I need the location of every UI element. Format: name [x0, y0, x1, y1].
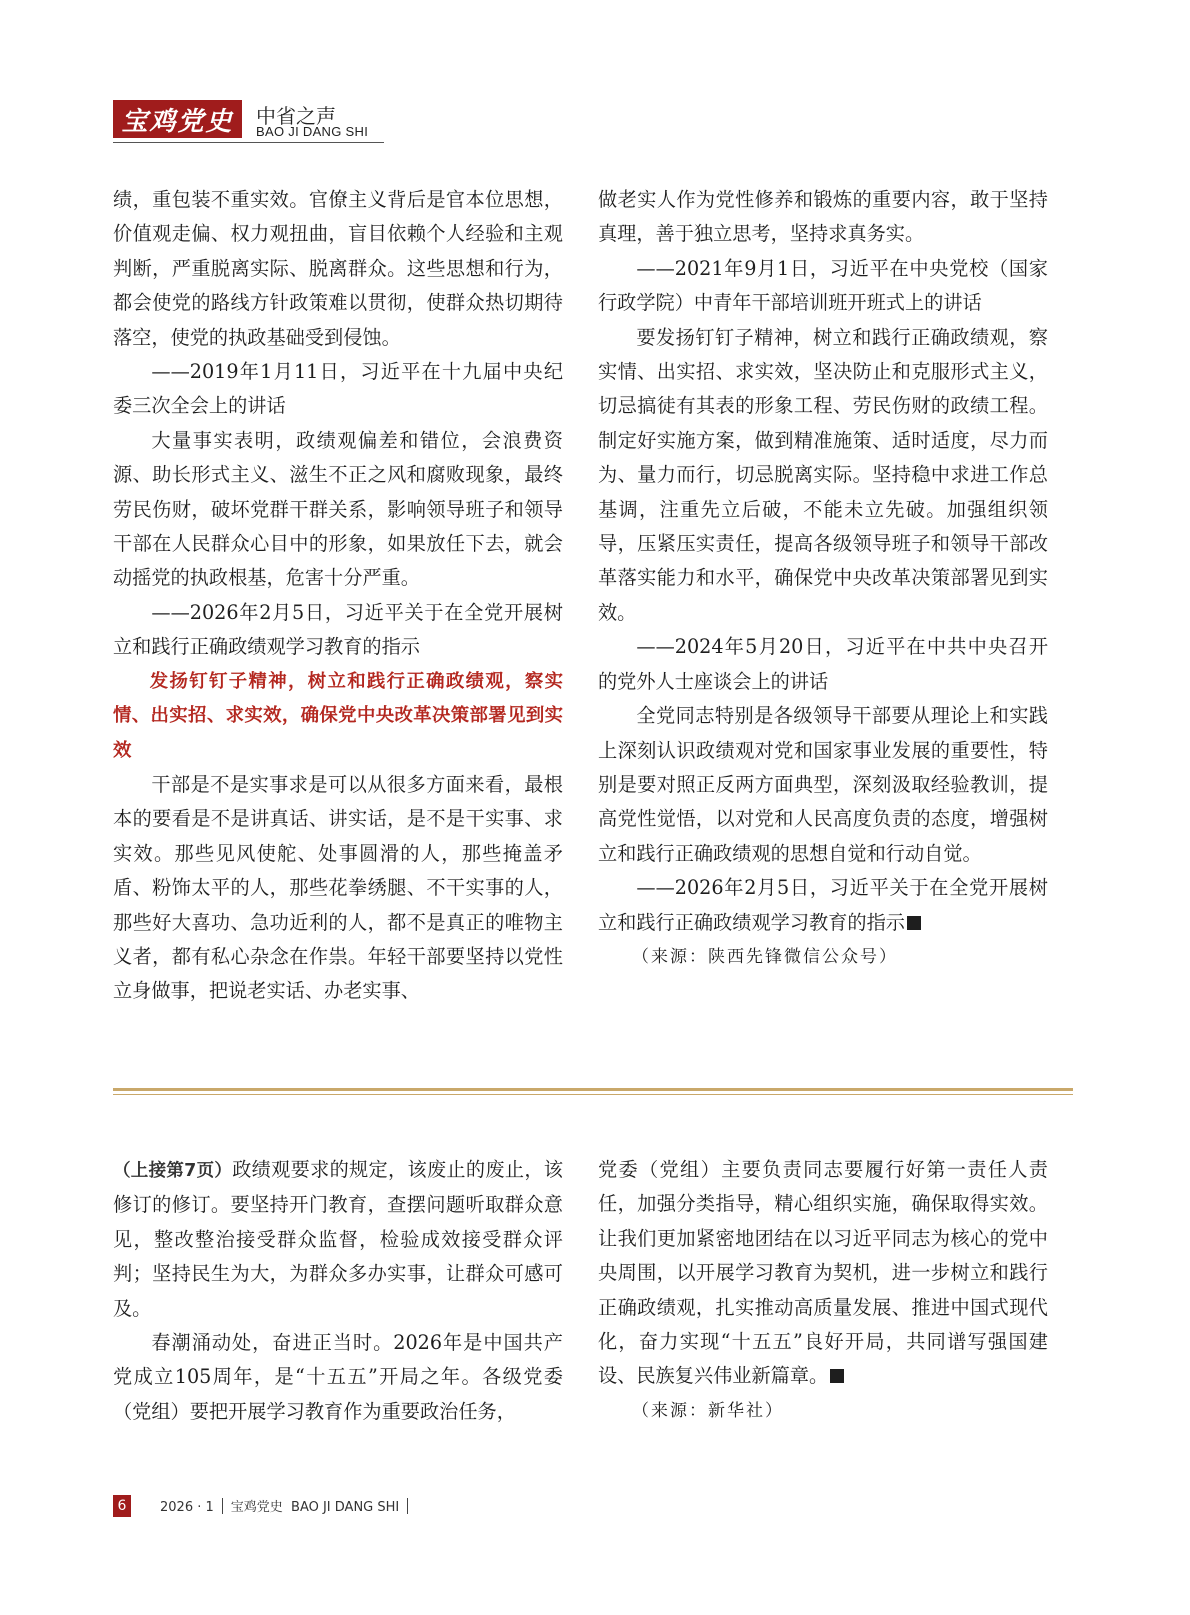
- paragraph: [598, 1153, 1048, 1394]
- magazine-logo: [113, 100, 242, 138]
- continued-left-column: [113, 1153, 563, 1429]
- header-rule: [113, 142, 384, 143]
- paragraph: 绩，重包装不重实效。官僚主义背后是官本位思想，价值观走偏、权力观扭曲，盲目依赖个人经验和主观判断，严重脱离实际、脱离群众。这些思想和行为，都会使党的路线方针政策难以贯彻，使群众热切期待落空，使党的执政基础受到侵蚀。: [113, 188, 563, 349]
- paragraph: 要发扬钉钉子精神，树立和践行正确政绩观，察实情、出实招、求实效，坚决防止和克服形式主义，切忌搞徒有其表的形象工程、劳民伤财的政绩工程。制定好实施方案，做到精准施策、适时适度，尽力而为、量力而行，切忌脱离实际。坚持稳中求进工作总基调，注重先立后破，不能未立先破。加强组织领导，压紧压实责任，提高各级领导班子和领导干部改革落实能力和水平，确保党中央改革决策部署见到实效。: [598, 325, 1048, 624]
- footer-info: [160, 1496, 416, 1515]
- paragraph-text: 党委（党组）主要负责同志要履行好第一责任人责任，加强分类指导，精心组织实施，确保取得实效。让我们更加紧密地团结在以习近平同志为核心的党中央周围，以开展学习教育为契机，进一步树立和践行正确政绩观，扎实推动高质量发展、推进中国式现代化，奋力实现“十五五”良好开局，共同谱写强国建设、民族复兴伟业新篇章。: [598, 1158, 1048, 1388]
- quote-attribution: ——2019年1月11日，习近平在十九届中央纪委三次全会上的讲话: [113, 360, 563, 418]
- page-number: 6: [113, 1495, 131, 1517]
- footer-separator: [407, 1498, 408, 1514]
- paragraph: 大量事实表明，政绩观偏差和错位，会浪费资源、助长形式主义、滋生不正之风和腐败现象，最终劳民伤财，破坏党群干群关系，影响领导班子和领导干部在人民群众心目中的形象，如果放任下去，就会动摇党的执政根基，危害十分严重。: [113, 428, 563, 590]
- issue-label: 2026 · 1: [160, 1500, 214, 1515]
- footer-separator: [222, 1498, 223, 1514]
- article-left-column: [113, 183, 563, 1009]
- article-right-column: [598, 183, 1048, 974]
- paragraph: 做老实人作为党性修养和锻炼的重要内容，敢于坚持真理，善于独立思考，坚持求真务实。: [598, 188, 1048, 246]
- paragraph: 全党同志特别是各级领导干部要从理论上和实践上深刻认识政绩观对党和国家事业发展的重要性，特别是要对照正反两方面典型，深刻汲取经验教训，提高党性觉悟，以对党和人民高度负责的态度，增强树立和践行正确政绩观的思想自觉和行动自觉。: [598, 704, 1048, 865]
- section-divider-thin: [113, 1094, 1073, 1095]
- logo-text: 宝鸡党史: [121, 106, 234, 137]
- continued-from-label: （上接第7页）: [113, 1161, 233, 1181]
- paragraph: [113, 1153, 563, 1326]
- paragraph: 春潮涌动处，奋进正当时。2026年是中国共产党成立105周年，是“十五五”开局之年。各级党委（党组）要把开展学习教育作为重要政治任务，: [113, 1331, 563, 1423]
- source-note: （来源：新华社）: [632, 1400, 784, 1421]
- paragraph-text: 政绩观要求的规定，该废止的废止，该修订的修订。要坚持开门教育，查摆问题听取群众意见，整改整治接受群众监督，检验成效接受群众评判；坚持民生为大，为群众多办实事，让群众可感可及。: [113, 1158, 563, 1320]
- magazine-label: 宝鸡党史 BAO JI DANG SHI: [230, 1500, 400, 1515]
- end-mark-icon: [830, 1369, 844, 1383]
- source-note: （来源：陕西先锋微信公众号）: [632, 946, 898, 967]
- section-divider: [113, 1088, 1073, 1091]
- attribution-text: ——2026年2月5日，习近平关于在全党开展树立和践行正确政绩观学习教育的指示: [598, 876, 1048, 934]
- quote-attribution: ——2026年2月5日，习近平关于在全党开展树立和践行正确政绩观学习教育的指示: [113, 600, 563, 659]
- section-title: 中省之声: [256, 104, 336, 128]
- quote-attribution: ——2024年5月20日，习近平在中共中央召开的党外人士座谈会上的讲话: [598, 635, 1048, 693]
- paragraph: 干部是不是实事求是可以从很多方面来看，最根本的要看是不是讲真话、讲实话，是不是干实事、求实效。那些见风使舵、处事圆滑的人，那些掩盖矛盾、粉饰太平的人，那些花拳绣腿、不干实事的人，那些好大喜功、急功近利的人，都不是真正的唯物主义者，都有私心杂念在作祟。年轻干部要坚持以党性立身做事，把说老实话、办老实事、: [113, 772, 563, 1003]
- section-subtitle: BAO JI DANG SHI: [256, 124, 369, 139]
- section-heading: 发扬钉钉子精神，树立和践行正确政绩观，察实情、出实招、求实效，确保党中央改革决策部署见到实效: [113, 670, 563, 761]
- end-mark-icon: [907, 916, 921, 930]
- quote-attribution: [598, 871, 1048, 940]
- continued-right-column: [598, 1153, 1048, 1428]
- quote-attribution: ——2021年9月1日，习近平在中央党校（国家行政学院）中青年干部培训班开班式上的讲话: [598, 256, 1048, 315]
